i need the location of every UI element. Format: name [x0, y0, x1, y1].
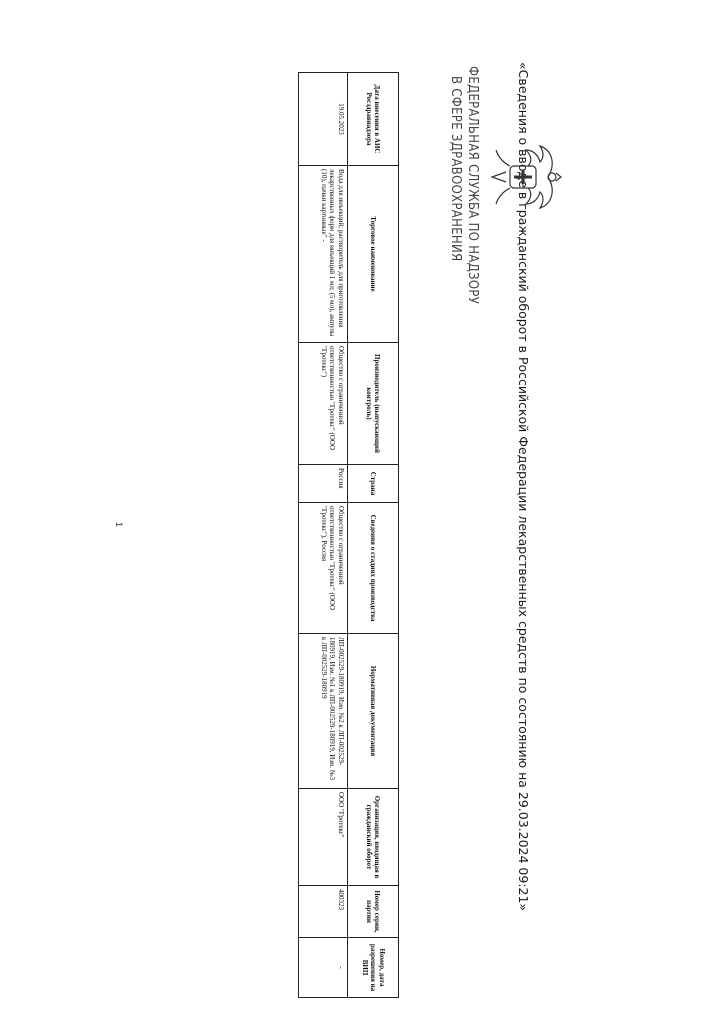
header-cell: Организация, вводящая в гражданский оборот — [348, 789, 399, 886]
header-cell: Сведения о стадиях производства — [348, 503, 399, 634]
agency-name — [448, 66, 480, 326]
date-cell: 19.05.2023 — [299, 73, 348, 166]
header-cell: Дата внесения в АИС Росздравнадзора — [348, 73, 399, 166]
roszdravnadzor-emblem-icon — [490, 142, 562, 212]
manufacturer-cell: Общество с ограниченной ответственностью "Гротекс" (ООО "Гротекс") — [299, 343, 348, 465]
organization-cell: ООО "Гротекс" — [299, 789, 348, 886]
permit-cell: - — [299, 938, 348, 998]
header-cell: Номер серии, партии — [348, 886, 399, 938]
table-row — [299, 73, 348, 998]
document-title: «Сведения о вводе в гражданский оборот в Российской Федерации лекарственных средств по состоянию на 29.03.2024 09:21» — [516, 62, 531, 912]
agency-name-line-2: В СФЕРЕ ЗДРАВООХРАНЕНИЯ — [448, 76, 463, 262]
header-cell: Производитель (выпускающий контроль) — [348, 343, 399, 465]
page-number: 1 — [114, 522, 124, 528]
header-cell: Нормативная документация — [348, 634, 399, 789]
header-cell: Номер, дата разрешения на ВИП — [348, 938, 399, 998]
table-header-row — [348, 73, 399, 998]
production-stages-cell: Общество с ограниченной ответственностью "Гротекс" (ООО "Гротекс"), Россия — [299, 503, 348, 634]
header-cell: Страна — [348, 465, 399, 503]
medicines-table — [298, 72, 399, 998]
batch-number-cell: 400323 — [299, 886, 348, 938]
trade-name-cell: Вода для инъекций; растворитель для приготовления лекарственных форм для инъекций 1 мл; (5 мл), ампулы (10), пачки картонные" - — [299, 166, 348, 343]
country-cell: Россия — [299, 465, 348, 503]
header-cell: Торговое наименование — [348, 166, 399, 343]
agency-name-line-1: ФЕДЕРАЛЬНАЯ СЛУЖБА ПО НАДЗОРУ — [465, 66, 480, 305]
regulatory-docs-cell: ЛП-002529-180919, Изм. №2 к ЛП-002529-180919, Изм. №1 к ЛП-002529-180919, Изм. №3 к ЛП-002529-180919 — [299, 634, 348, 789]
